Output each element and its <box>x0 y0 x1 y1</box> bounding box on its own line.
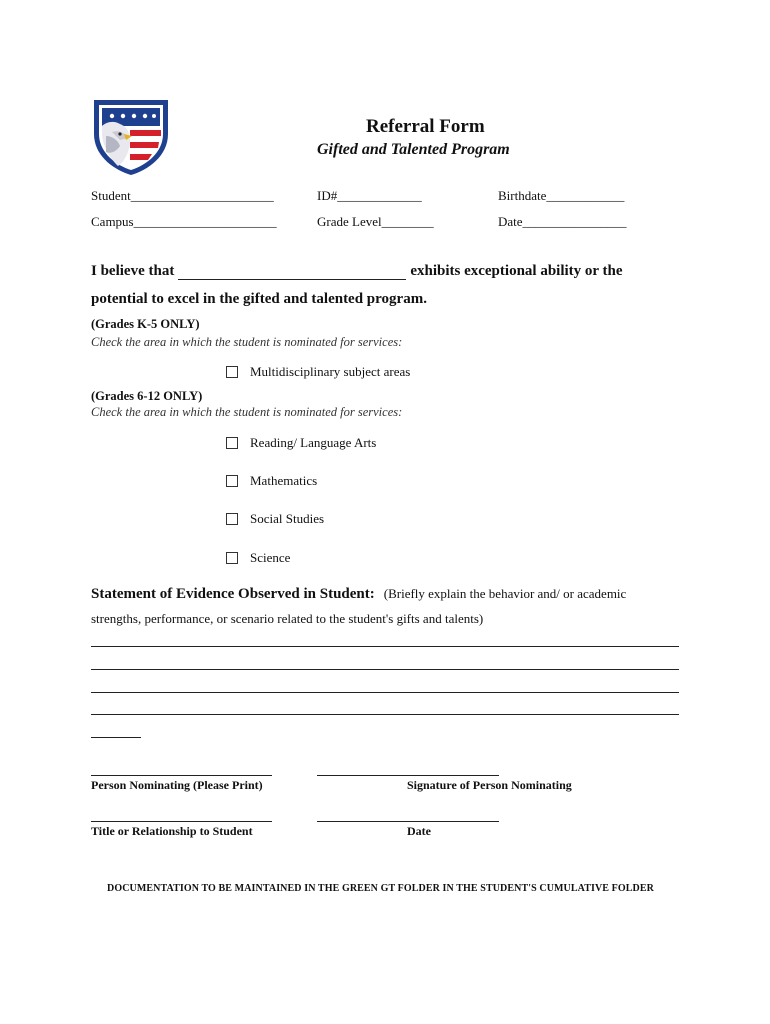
evidence-line[interactable] <box>91 714 679 715</box>
person-nominating-line[interactable] <box>91 775 272 776</box>
belief-statement-line2: potential to excel in the gifted and talented program. <box>91 291 427 307</box>
campus-field[interactable]: Campus______________________ <box>91 214 277 229</box>
eagle-shield-icon <box>90 96 172 176</box>
form-subtitle: Gifted and Talented Program <box>317 141 510 158</box>
title-relationship-label: Title or Relationship to Student <box>91 824 253 838</box>
checkbox[interactable] <box>226 366 238 378</box>
option-reading-language-arts[interactable] <box>226 435 376 451</box>
belief-prefix: I believe that <box>91 263 175 279</box>
g612-instruction: Check the area in which the student is nominated for services: <box>91 405 403 419</box>
evidence-heading: Statement of Evidence Observed in Student: <box>91 586 375 602</box>
option-label: Multidisciplinary subject areas <box>250 364 411 379</box>
school-logo <box>90 96 172 176</box>
g612-heading: (Grades 6-12 ONLY) <box>91 389 203 403</box>
person-nominating-label: Person Nominating (Please Print) <box>91 778 263 792</box>
option-social-studies[interactable] <box>226 511 324 527</box>
date-field[interactable]: Date________________ <box>498 214 627 229</box>
k5-instruction: Check the area in which the student is nominated for services: <box>91 335 403 349</box>
evidence-line[interactable] <box>91 669 679 670</box>
option-label: Mathematics <box>250 473 318 488</box>
option-label: Science <box>250 550 291 565</box>
signature-line[interactable] <box>317 775 499 776</box>
footer-note: DOCUMENTATION TO BE MAINTAINED IN THE GREEN GT FOLDER IN THE STUDENT'S CUMULATIVE FOLDER <box>107 883 654 894</box>
k5-heading: (Grades K-5 ONLY) <box>91 317 200 331</box>
evidence-line[interactable] <box>91 692 679 693</box>
student-field[interactable]: Student______________________ <box>91 188 274 203</box>
form-title: Referral Form <box>366 116 485 137</box>
signature-label: Signature of Person Nominating <box>407 778 572 792</box>
belief-suffix: exhibits exceptional ability or the <box>410 263 623 279</box>
belief-statement <box>91 263 623 280</box>
evidence-heading-row <box>91 585 626 603</box>
evidence-line[interactable] <box>91 646 679 647</box>
checkbox[interactable] <box>226 513 238 525</box>
evidence-note-line2: strengths, performance, or scenario related to the student's gifts and talents) <box>91 611 484 626</box>
title-relationship-line[interactable] <box>91 821 272 822</box>
checkbox[interactable] <box>226 475 238 487</box>
id-field[interactable]: ID#_____________ <box>317 188 422 203</box>
date-line[interactable] <box>317 821 499 822</box>
evidence-line[interactable] <box>91 737 141 738</box>
birthdate-field[interactable]: Birthdate____________ <box>498 188 625 203</box>
student-name-blank[interactable] <box>178 265 406 280</box>
checkbox[interactable] <box>226 437 238 449</box>
option-science[interactable] <box>226 550 290 566</box>
date-label: Date <box>407 824 431 838</box>
evidence-note: (Briefly explain the behavior and/ or academic <box>383 586 627 601</box>
option-label: Reading/ Language Arts <box>250 435 377 450</box>
option-multidisciplinary[interactable] <box>226 364 410 380</box>
option-label: Social Studies <box>250 511 325 526</box>
option-mathematics[interactable] <box>226 473 317 489</box>
checkbox[interactable] <box>226 552 238 564</box>
grade-level-field[interactable]: Grade Level________ <box>317 214 434 229</box>
